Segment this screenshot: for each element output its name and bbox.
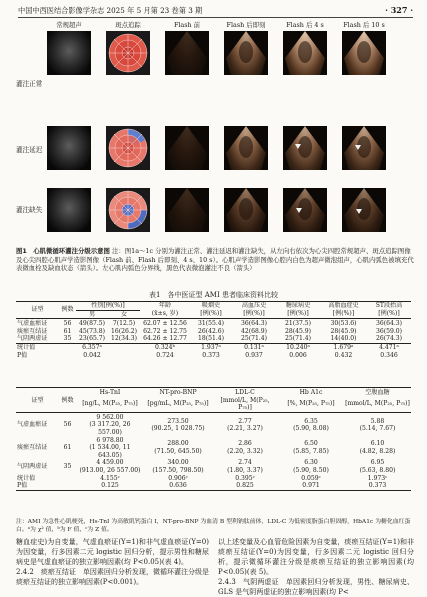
table-cell: 0.373 [368, 482, 387, 490]
figure-caption-text: 注：图1a～1c 分别为灌注正常、灌注延迟和灌注缺失，从左向右依次为心尖四腔常规超声、斑点追踪图像及心尖四腔心肌声学造影图像（Flash 前、Flash 后即刻、4 s、10 s）。心肌声学造影图像心腔内白色为超声微泡组声，心肌内弧色被填充代表微血栓及缺血状态（箭头）。左心肌内弧色分界线，黑色代表微泡灌注不良（箭头） [16, 247, 414, 273]
journal-name: 中国中西医结合影像学杂志 2025 年 5 月第 23 卷第 3 期 [18, 6, 203, 15]
table-cell: 4.155ᶜ [100, 474, 120, 482]
col-title-post-flash: Flash 后即刻 [226, 21, 266, 29]
echo-image [47, 31, 91, 75]
table-row [16, 475, 411, 483]
table-cell [212, 414, 278, 437]
table-cell: 气阴两虚证 [17, 463, 48, 471]
table-cell [108, 343, 140, 351]
table-row [16, 320, 411, 328]
mce-image-10s [342, 31, 386, 75]
cell-median: 6.50 [304, 440, 318, 448]
table-cell: 0.906ᶜ [168, 474, 188, 482]
table-header: 男 [88, 310, 96, 318]
table-row [16, 459, 411, 474]
table-cell: 气虚血瘀证 [17, 320, 48, 328]
table-header: [%, M(P₂₅, P₇₅)] [287, 400, 335, 408]
figure-caption [16, 247, 415, 273]
table-cell: 0.636 [169, 482, 187, 490]
table-cell [108, 352, 140, 360]
table-cell [212, 459, 278, 474]
figure-caption-label: 图1 心肌微循环灌注分级示意图 [16, 247, 110, 255]
col-title-flash-10s: Flash 后 10 s [343, 21, 385, 29]
bullseye-plot [106, 126, 150, 170]
table-header: NT-pro-BNP [159, 389, 197, 396]
paragraph: 糖血症史)为自变量，气虚血瘀证(Y=1)和非气虚血瘀证(Y=0)为因变量，行多因素二元 logistic 回归分析，提示男性和糖尿病史是气虚血瘀证的独立影响因素(均 P<0.05)(表 4)。 [16, 538, 209, 566]
table-cell: 62.07 ± 12.56 [143, 320, 187, 328]
table-header: [mmol/L, M(P₂₅, P₇₅)] [345, 400, 410, 408]
cell-iqr: (2.20, 3.32) [227, 447, 263, 455]
table-cell: 统计值 [17, 343, 36, 351]
table-header: (x̄±s, 岁) [151, 310, 179, 318]
mce-image-post [224, 188, 268, 232]
table-cell: 26(42.6) [197, 327, 225, 335]
table-cell: 61 [63, 327, 72, 335]
table-rule [16, 387, 411, 388]
table-cell [59, 343, 76, 351]
table-caption: 表1 各中医证型 AMI 患者临床资料比较 [149, 291, 278, 299]
table-cell: 0.971 [302, 482, 320, 490]
table-header-row [16, 389, 411, 397]
table-cell: 4.471ᵃ [379, 343, 399, 351]
table-cell: 12(34.3) [110, 335, 138, 343]
arrow-icon [296, 208, 302, 213]
table-header: [例(%)] [243, 310, 265, 318]
col-title-pre-flash: Flash 前 [173, 21, 201, 29]
table-cell: 0.346 [380, 351, 398, 359]
table-cell: 统计值 [17, 474, 36, 482]
table-header: [pg/mL, M(P₂₅, P₇₅)] [147, 400, 209, 408]
cell-median: 2.86 [238, 440, 252, 448]
table-cell: 56 [63, 320, 72, 328]
table-cell [344, 459, 411, 474]
table-cell [144, 459, 212, 474]
table-cell: 痰瘀互结证 [17, 327, 48, 335]
mce-image-4s [283, 31, 327, 75]
table-header-row [16, 302, 411, 310]
table-cell [344, 437, 411, 460]
arrow-icon [356, 209, 362, 214]
col-title-flash-4s: Flash 后 4 s [286, 21, 324, 29]
table-cell: 0.042 [83, 351, 101, 359]
mce-image-pre [165, 188, 209, 232]
cell-median: 2.77 [238, 417, 252, 425]
table-cell: 26(74.3) [375, 335, 403, 343]
table-cell: 25(71.4) [284, 335, 312, 343]
table-cell: 0.373 [202, 351, 220, 359]
cell-median: 4 459.00 [96, 459, 124, 467]
table-row [16, 414, 411, 437]
table-cell: 56 [63, 421, 72, 429]
table-header: Hs-TnI [99, 389, 121, 396]
table-header: LDL-C [235, 389, 255, 396]
cell-median: 6.35 [304, 417, 318, 425]
cell-median: 9 562.00 [96, 413, 124, 421]
cell-iqr: (90.25, 1 028.75) [151, 425, 205, 433]
table-header: ST段抬高 [375, 302, 403, 310]
table-row [16, 343, 411, 351]
table-row [16, 352, 411, 360]
table-cell: 1.679ᵃ [333, 343, 354, 351]
body-text-left [16, 537, 209, 587]
table-cell [76, 437, 144, 460]
section-paragraph: 2.4.2 痰瘀互结证 单因素回归分析发现，微循环灌注分级是痰瘀互结证的独立影响因素(P<0.001)。 [16, 568, 209, 586]
table-header: [ng/L, M(P₂₅, P₇₅)] [82, 400, 138, 408]
table-cell: 0.125 [101, 482, 119, 490]
table-header: 年龄 [158, 302, 172, 310]
cell-median: 6.10 [370, 440, 385, 448]
table-cell: 21(37.5) [284, 320, 312, 328]
table-cell: 61 [63, 444, 72, 452]
table-header: 证型 [31, 396, 44, 404]
table-cell: 35 [63, 463, 72, 471]
cell-median: 6 978.80 [96, 436, 124, 444]
table-cell: 7(12.5) [112, 320, 136, 328]
cell-iqr: (5.90, 8.08) [293, 425, 329, 433]
row-label-absent: 灌注缺失 [16, 206, 43, 214]
table-cell [59, 352, 76, 360]
mce-image-4s [283, 126, 327, 170]
table-cell [144, 414, 212, 437]
table-cell [278, 459, 344, 474]
table-row [16, 328, 411, 336]
bullseye-image [106, 188, 150, 232]
table-header-row [16, 310, 411, 319]
table-header: 空腹血糖 [365, 389, 390, 396]
mce-image-4s [283, 188, 327, 232]
table-cell: 30(53.6) [330, 320, 357, 328]
table-cell [59, 482, 76, 490]
bullseye-plot [106, 31, 150, 75]
table-header: [例(%)] [378, 310, 400, 318]
table-cell: 气虚血瘀证 [17, 421, 48, 429]
cell-iqr: (4.82, 8.28) [359, 447, 396, 455]
table-header: [mmol/L, M(P₂₅, P₇₅)] [220, 396, 270, 412]
section-paragraph: 2.4.3 气阴两虚证 单因素回归分析发现，男性、糖尿病史、GLS 是气阴两虚证的独立影响因素(均 P< [218, 578, 414, 596]
table-header: [例(%)] [332, 310, 355, 318]
table-cell: P值 [17, 351, 28, 359]
col-title-speckle: 斑点追踪 [115, 21, 141, 29]
table-cell [59, 475, 76, 483]
table-cell [76, 414, 144, 437]
table-cell: 0.059ᶜ [301, 474, 321, 482]
table-header: 吸烟史 [201, 302, 221, 310]
table-cell: 0.324ᵇ [155, 343, 175, 351]
table-cell [144, 437, 212, 460]
cell-median: 6.30 [304, 459, 318, 467]
paragraph: 以上述变量及心血管危险因素为自变量，痰瘀互结证(Y=1)和非痰瘀互结证(Y=0)为因变量，行多因素二元 logistic 回归分析，提示微循环灌注分级是痰瘀互结证的独立影响因素(均 P<0.05)(表 5)。 [218, 538, 414, 576]
table-row [16, 482, 411, 490]
table-header: 高血压史 [241, 302, 267, 310]
table-cell [212, 437, 278, 460]
table-header-row [16, 397, 411, 413]
table-cell: 0.724 [156, 351, 174, 359]
table-row [16, 437, 411, 460]
clinical-table-top [16, 302, 411, 359]
cell-iqr: (913.00, 26 557.00) [79, 466, 141, 474]
table-header: 女 [120, 310, 128, 318]
table-header: [例(%)] [287, 310, 309, 318]
table-header: 性别[例(%)] [76, 302, 140, 310]
table-cell: 25(71.4) [240, 335, 268, 343]
table-cell: 0.395ᶜ [235, 474, 255, 482]
table-cell: 64.26 ± 12.77 [143, 335, 187, 343]
clinical-table-bottom [16, 389, 411, 492]
table-cell: 10.240ᵃ [286, 343, 310, 351]
table-cell: 28(45.9) [330, 327, 357, 335]
table-cell: 36(59.0) [375, 327, 403, 335]
mce-image-post [224, 31, 268, 75]
table-cell: 0.825 [236, 482, 254, 490]
page-number: · 327 · [385, 5, 413, 15]
table-cell: 痰瘀互结证 [17, 444, 48, 452]
cell-iqr: (71.50, 645.50) [154, 447, 202, 455]
cell-iqr: (5.63, 8.80) [359, 466, 396, 474]
table-cell: 49(87.5) [78, 320, 106, 328]
cell-iqr: (5.14, 7.67) [359, 425, 396, 433]
arrow-icon [355, 145, 361, 150]
cell-median: 6.95 [370, 459, 385, 467]
bullseye-image [106, 126, 150, 170]
cell-iqr: (5.90, 8.50) [293, 466, 329, 474]
cell-median: 273.50 [167, 417, 189, 425]
cell-iqr: (2.21, 3.27) [227, 425, 263, 433]
body-text-right [218, 537, 414, 597]
table-header: 高脂血症史 [328, 302, 359, 310]
table-cell: 28(45.9) [284, 327, 312, 335]
table-cell: 0.006 [289, 351, 307, 359]
echo-image [47, 126, 91, 170]
table-cell: 36(64.3) [375, 320, 403, 328]
cell-iqr: (1.80, 3.37) [227, 466, 263, 474]
table-note: 注：AMI 为急性心肌梗死，Hs-TnI 为高敏肌钙蛋白 I，NT-pro-BNP 为血清 B 型利钠肽前体，LDL-C 为低密度脂蛋白胆固醇，HbA1c 为糖化血红蛋白。ᵃ为 χ² 值，ᵇ为 F 值，ᶜ为 Z 值。 [16, 519, 411, 533]
table-header: 证型 [31, 306, 44, 314]
mce-image-10s [342, 188, 386, 232]
table-header: Hb A1c [299, 389, 323, 396]
table-cell: 36(64.3) [240, 320, 268, 328]
table-cell: 0.131ᵃ [244, 343, 264, 351]
table-cell: 62.72 ± 12.75 [143, 327, 187, 335]
table-cell [344, 414, 411, 437]
cell-iqr: (157.50, 798.50) [152, 466, 204, 474]
table-cell: 31(55.4) [197, 320, 225, 328]
running-header [18, 5, 413, 18]
cell-median: 2.74 [238, 459, 252, 467]
cell-iqr: (3 317.20, 26 557.00) [89, 421, 131, 436]
bullseye-plot [106, 188, 150, 232]
mce-image-post [224, 126, 268, 170]
table-cell: 0.432 [334, 351, 353, 359]
table-cell [278, 414, 344, 437]
cell-median: 288.00 [167, 440, 189, 448]
mce-image-10s [342, 126, 386, 170]
table-cell: P值 [17, 482, 28, 490]
row-label-delayed: 灌注延迟 [16, 146, 43, 154]
mce-image-pre [165, 126, 209, 170]
col-title-conventional: 常规超声 [56, 21, 82, 29]
table-cell: 6.357ᵃ [82, 343, 102, 351]
table-header: 例数 [61, 396, 74, 404]
table-header: [例(%)] [200, 310, 222, 318]
table-header: 例数 [61, 306, 74, 314]
table-cell: 18(51.4) [197, 335, 225, 343]
table-cell: 0.937 [245, 351, 263, 359]
echo-image [47, 188, 91, 232]
table-cell: 16(26.2) [110, 327, 138, 335]
table-cell: 1.973ᶜ [367, 474, 388, 482]
table-cell [76, 459, 144, 474]
arrow-icon [295, 144, 301, 149]
mce-image-pre [165, 31, 209, 75]
cell-median: 5.88 [370, 417, 385, 425]
table-cell: 42(68.9) [240, 327, 268, 335]
table-cell [278, 437, 344, 460]
cell-iqr: (5.85, 7.85) [293, 447, 329, 455]
bullseye-image [106, 31, 150, 75]
table-cell: 气阴两虚证 [17, 335, 48, 343]
table-cell: 1.937ᵃ [201, 343, 221, 351]
cell-iqr: (1 534.00, 11 643.05) [89, 444, 131, 459]
table-cell: 14(40.0) [330, 335, 357, 343]
table-header: 糖尿病史 [285, 302, 311, 310]
table-cell: 35 [63, 335, 72, 343]
row-label-normal: 灌注正常 [16, 80, 43, 88]
cell-median: 340.00 [167, 459, 189, 467]
table-cell: 45(73.8) [78, 327, 106, 335]
table-cell: 23(65.7) [78, 335, 106, 343]
table-row [16, 335, 411, 343]
